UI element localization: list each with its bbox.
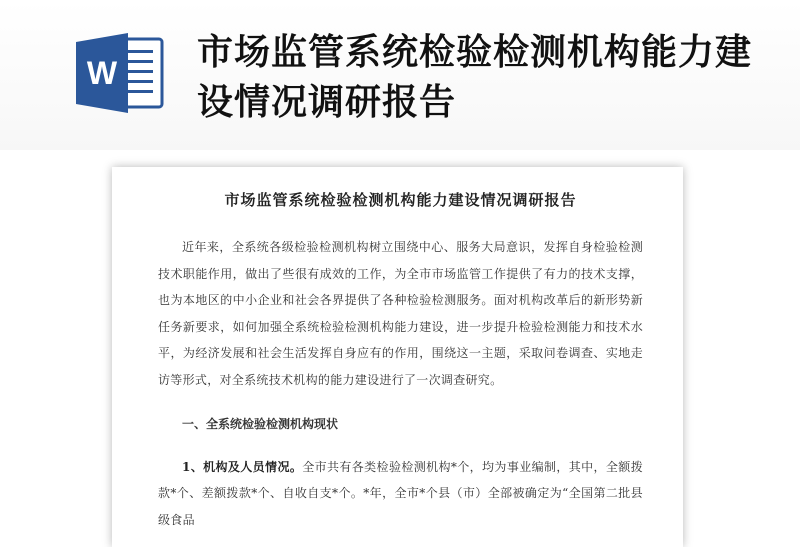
word-icon [76, 33, 164, 113]
document-title: 市场监管系统检验检测机构能力建设情况调研报告 [224, 191, 577, 209]
document-page [112, 167, 683, 547]
intro-paragraph: 近年来，全系统各级检验检测机构树立围绕中心、服务大局意识，发挥自身检验检测技术职能作用，做出了些很有成效的工作，为全市市场监管工作提供了有力的技术支撑，也为本地区的中小企业和社会各界提供了各种检验检测服务。面对机构改革后的新形势新任务新要求，如何加强全系统检验检测机构能力建设，进一步提升检验检测能力和技术水平，为经济发展和社会生活发挥自身应有的作用，围绕这一主题，采取问卷调查、实地走访等形式，对全系统技术机构的能力建设进行了一次调查研究。 [158, 240, 643, 387]
section-heading: 一、全系统检验检测机构现状 [182, 417, 339, 431]
item-text: 全市共有各类检验检测机构*个，均为事业编制，其中，全额拨款*个、差额拨款*个、自收自支*个。*年，全市*个县（市）全部被确定为“全国第二批县级食品 [158, 459, 643, 527]
word-icon-letter: W [86, 55, 118, 91]
header-title: 市场监管系统检验检测机构能力建设情况调研报告 [197, 32, 753, 123]
item-paragraph [158, 454, 643, 534]
item-label: 1、机构及人员情况。 [182, 459, 303, 474]
